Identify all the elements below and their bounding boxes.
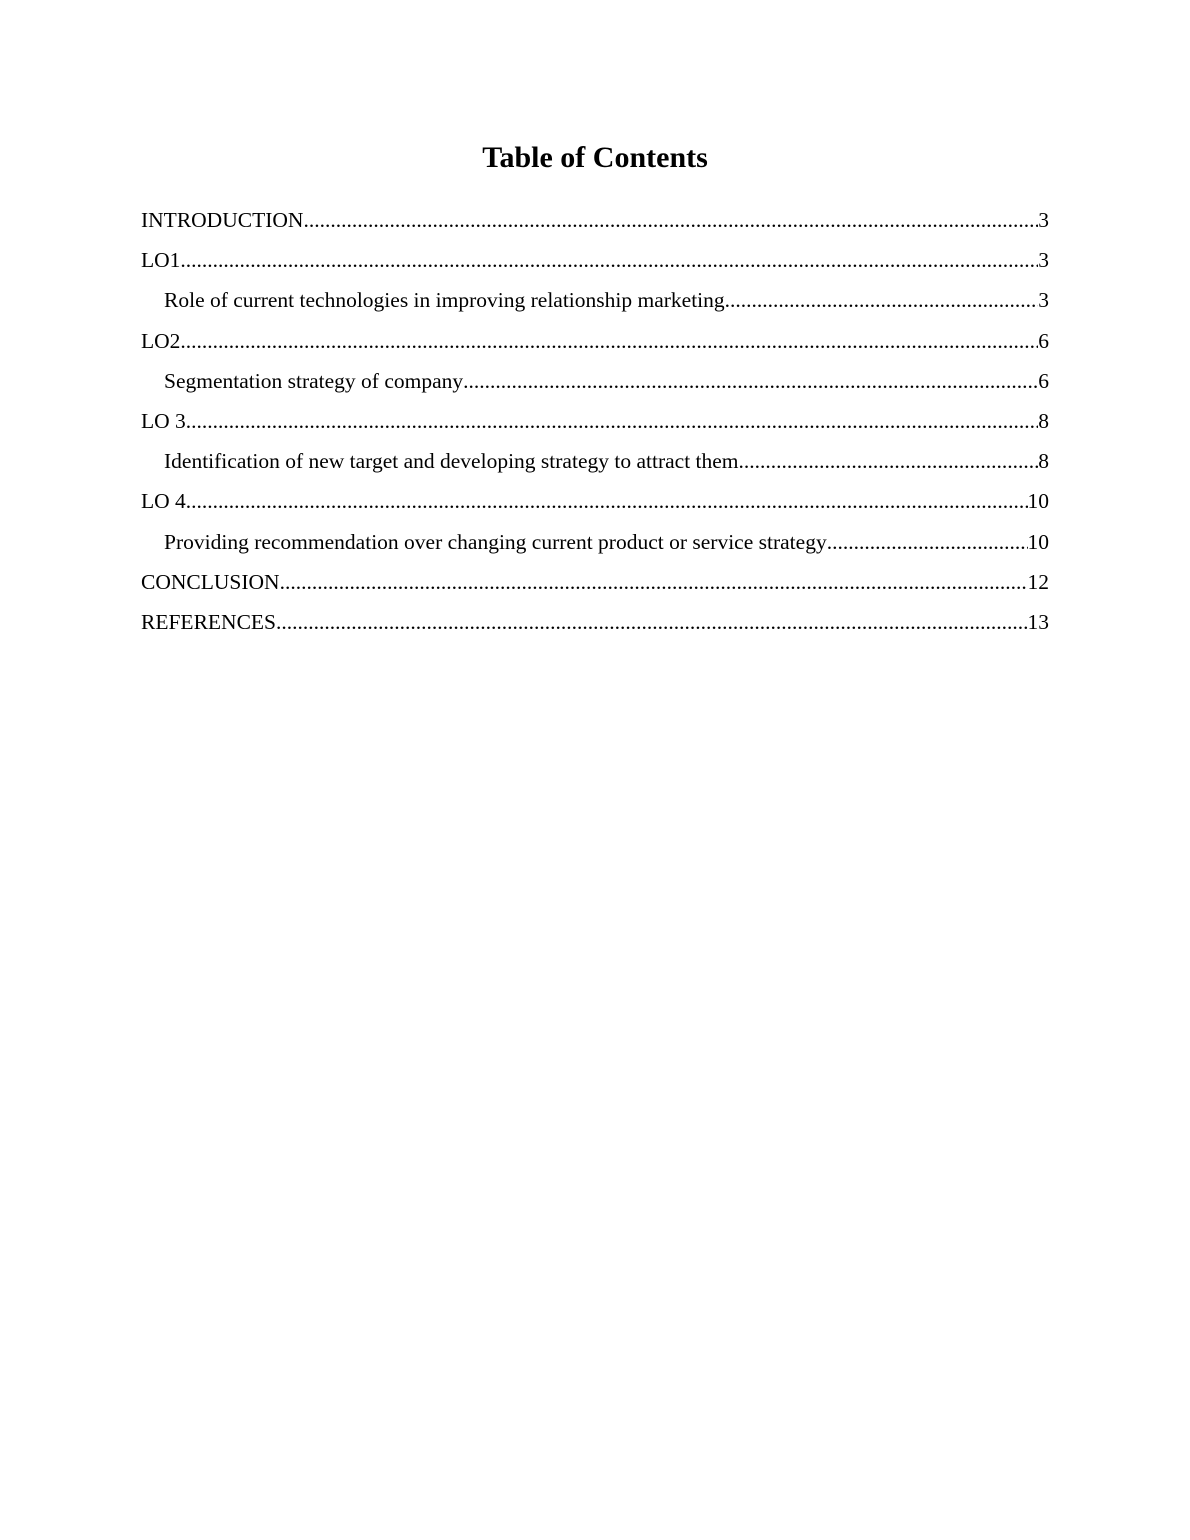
toc-entry-label: Segmentation strategy of company (164, 368, 464, 393)
toc-entry-lo1[interactable] (141, 240, 1049, 280)
toc-entry-lo4[interactable] (141, 481, 1049, 521)
toc-entry-identification-of-new-target[interactable] (141, 441, 1049, 481)
toc-entry-conclusion[interactable] (141, 562, 1049, 602)
toc-page-number: 3 (1038, 248, 1049, 273)
toc-page-number: 3 (1038, 208, 1049, 232)
toc-entry-label: LO 3 (141, 408, 186, 433)
dot-leader (827, 522, 1028, 562)
toc-entry-label: Providing recommendation over changing current product or service strategy (164, 529, 827, 554)
toc-page-number: 8 (1038, 449, 1049, 474)
toc-entry-label: Identification of new target and developing strategy to attract them (164, 449, 739, 474)
dot-leader (739, 441, 1039, 481)
toc-entry-label: LO2 (141, 328, 181, 353)
toc-entry-segmentation-strategy[interactable] (141, 361, 1049, 401)
dot-leader (186, 481, 1028, 521)
toc-entry-label: Role of current technologies in improving relationship marketing (164, 288, 725, 313)
toc-entry-label: REFERENCES (141, 609, 276, 634)
dot-leader (280, 562, 1028, 602)
toc-page-number: 6 (1038, 368, 1049, 393)
toc-page-number: 12 (1027, 569, 1049, 594)
dot-leader (303, 200, 1038, 240)
toc-page-number: 10 (1027, 489, 1049, 514)
toc-page-number: 8 (1038, 408, 1049, 433)
table-of-contents (141, 200, 1049, 642)
dot-leader (463, 361, 1038, 401)
toc-entry-lo3[interactable] (141, 401, 1049, 441)
toc-entry-label: LO 4 (141, 489, 186, 514)
page-title: Table of Contents (482, 141, 708, 174)
dot-leader (180, 321, 1038, 361)
toc-page-number: 3 (1038, 288, 1049, 313)
toc-entry-label: INTRODUCTION (141, 208, 304, 232)
toc-page-number: 13 (1027, 609, 1049, 634)
toc-entry-role-of-current-technologies[interactable] (141, 280, 1049, 320)
dot-leader (186, 401, 1038, 441)
toc-page-number: 10 (1027, 529, 1049, 554)
dot-leader (725, 280, 1039, 320)
dot-leader (276, 602, 1028, 642)
toc-entry-references[interactable] (141, 602, 1049, 642)
toc-page-number: 6 (1038, 328, 1049, 353)
toc-entry-label: LO1 (141, 248, 181, 273)
toc-entry-lo2[interactable] (141, 321, 1049, 361)
toc-entry-label: CONCLUSION (141, 569, 280, 594)
toc-entry-introduction[interactable] (141, 200, 1049, 240)
toc-entry-providing-recommendation[interactable] (141, 522, 1049, 562)
dot-leader (180, 240, 1038, 280)
